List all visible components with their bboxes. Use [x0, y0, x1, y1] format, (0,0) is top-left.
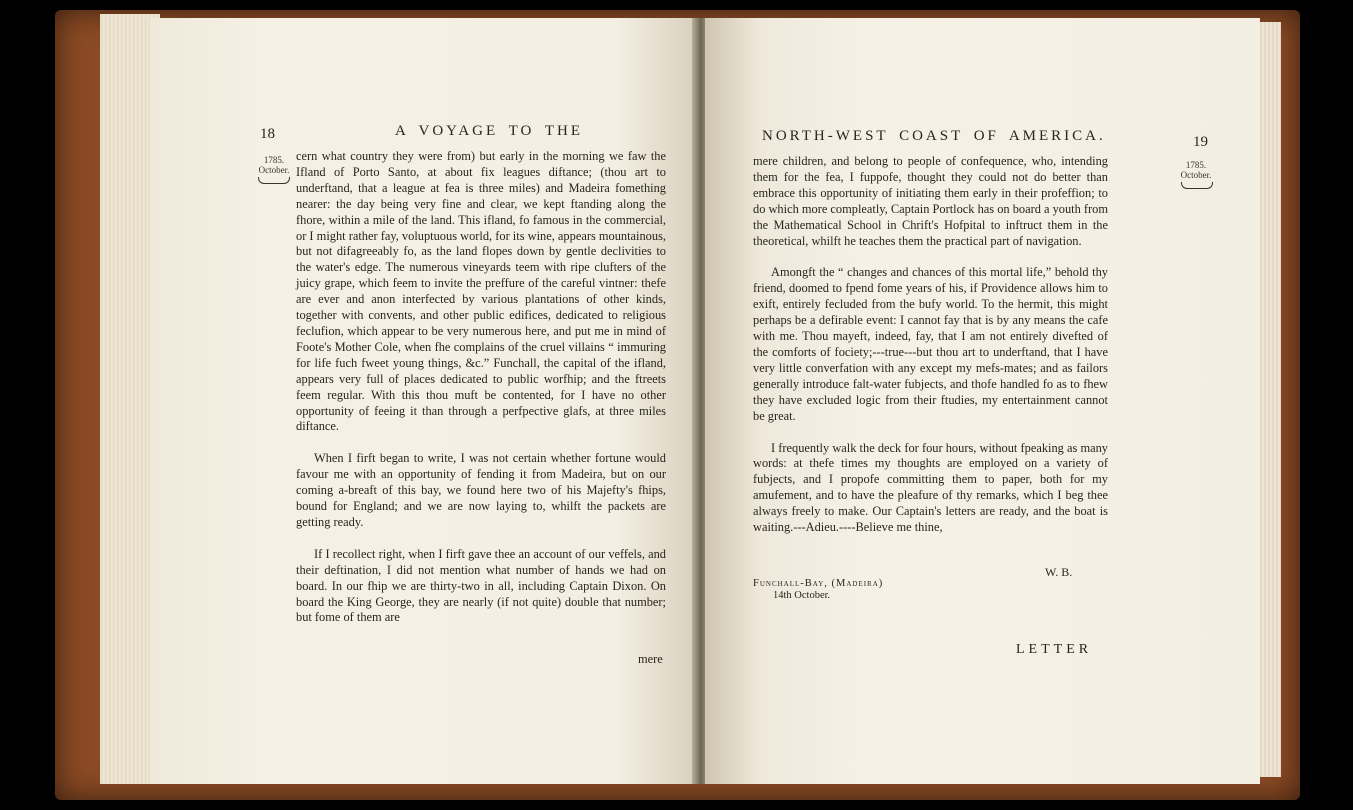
dateline-place: Funchall-Bay, (Madeira) [753, 578, 884, 589]
paragraph: I frequently walk the deck for four hours, without fpeaking as many words: at thefe times my thoughts are employed on a variety of fubjects, and I propofe committing them to paper, both for my amufement, and to have the pleafure of thy remarks, which I beg thee always freely to make. Our Captain's letters are ready, and the boat is waiting.---Adieu.----Believe me thine, [753, 440, 1108, 535]
right-page [705, 18, 1260, 784]
paragraph: When I firft began to write, I was not certain whether fortune would favour me with an opportunity of fending it from Madeira, but on our coming a-breaft of this bay, we found here two of his Majefty's fhips, bound for England; and we are now laying to, whilft the packets are getting ready. [296, 451, 666, 529]
page-number: 18 [260, 126, 275, 142]
margin-year: 1785. [1185, 160, 1207, 170]
margin-year: 1785. [263, 155, 285, 165]
running-head: A VOYAGE TO THE [395, 123, 583, 139]
margin-date [1178, 160, 1214, 180]
signature: W. B. [1045, 565, 1073, 579]
text-body [296, 149, 666, 626]
margin-date [256, 155, 292, 175]
catchword: LETTER [1016, 642, 1093, 657]
dateline-date: 14th October. [773, 590, 831, 601]
catchword: mere [638, 652, 663, 666]
dateline [753, 578, 883, 602]
page-number: 19 [1193, 134, 1208, 150]
text-body [753, 154, 1108, 536]
running-head: NORTH-WEST COAST OF AMERICA. [762, 128, 1106, 144]
paragraph: Amongft the “ changes and chances of this mortal life,” behold thy friend, doomed to fpend fome years of his, if Providence allows him to exift, entirely fecluded from the bufy world. To the hermit, this might perhaps be a defirable event: I cannot fay that is by any means the cafe with me. Thou mayeft, indeed, fay, that I am not entirely divefted of the comforts of fociety;---true---but thou art to underftand, that I have very little converfation with any except my mefs-mates; and as failors generally introduce falt-water fubjects, and thofe handled fo as to fhew they have excluded logic from their ftudies, my entertainment cannot be great. [753, 265, 1108, 423]
paragraph: cern what country they were from) but early in the morning we faw the Ifland of Porto Santo, at about fix leagues diftance; (thou art to underftand, that a league at fea is three miles) and Madeira fomething nearer: the day being very fine and clear, we kept ftanding along the fhore, within a mile of the land. This ifland, fo famous in the commercial, or I might rather fay, voluptuous world, for its wine, appears mountainous, but not difagreeably fo, as the land flopes down by gentle declivities to the water's edge. The numerous vineyards teem with ripe clufters of the juicy grape, which feem to invite the preffure of the careful vintner: thefe are ever and anon interfected by various plantations of other kinds, together with convents, and other public edifices, dedicated to religious feclufion, which appear to be very numerous here, and put me in mind of Foote's Mother Cole, when fhe complains of the cruel villains “ immuring for life fuch fweet young things, &c.” Funchall, the capital of the ifland, appears very full of places dedicated to public worfhip; and the ftreets feem regular. With this thou muft be contented, for I have no other opportunity of feeing it than through a perfpective glafs, at three miles diftance. [296, 149, 666, 434]
left-page [150, 18, 698, 784]
margin-month: October. [258, 165, 290, 175]
paragraph: mere children, and belong to people of confequence, who, intending them for the fea, I fuppofe, thought they could not do better than embrace this opportunity of initiating them early in their profeffion; to do which more compleatly, Captain Portlock has on board a youth from the Mathematical School in Chrift's Hofpital to inftruct them in the theoretical, whilft he teaches them the practical part of navigation. [753, 154, 1109, 248]
margin-brace [1181, 182, 1213, 189]
paragraph: If I recollect right, when I firft gave thee an account of our veffels, and their deftination, I did not mention what number of hands we had on board. In our fhip we are thirty-two in all, including Captain Dixon. On board the King George, they are nearly (if not quite) double that number; but fome of them are [296, 546, 666, 625]
margin-brace [258, 177, 290, 184]
margin-month: October. [1180, 170, 1212, 180]
